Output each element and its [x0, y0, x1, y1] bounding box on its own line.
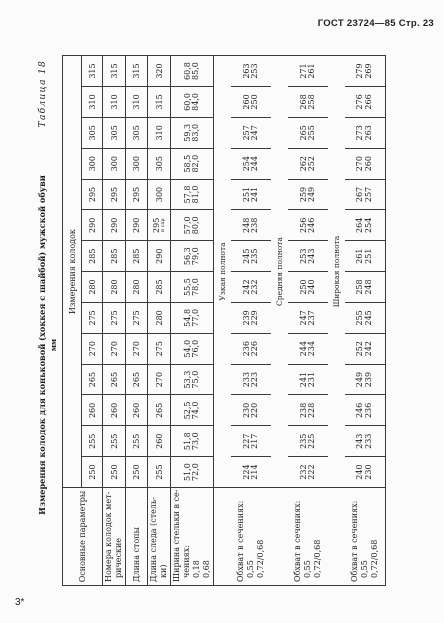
cell-value: 280 [154, 310, 164, 326]
row-label [288, 488, 328, 586]
size-header-cell: 250 [82, 457, 103, 488]
cell-value: 276 [355, 94, 365, 110]
cell-value: 234 [307, 341, 316, 357]
cell-value: 52,5 [182, 401, 192, 420]
cell-value: 320 [154, 63, 164, 79]
cell [171, 426, 214, 457]
row-label-line: чениях: [182, 545, 191, 578]
row-label-line: Обхват в сечениях: [349, 500, 359, 582]
cell-value: 295 [152, 217, 161, 233]
cell-value: 230 [363, 464, 373, 480]
cell-value: 235 [298, 433, 308, 449]
cell-value: 262 [298, 156, 308, 172]
row-label [231, 488, 271, 586]
cell [171, 56, 214, 87]
cell-value: 246 [355, 402, 365, 419]
cell [171, 148, 214, 179]
row-label-line: 0,55 [246, 560, 255, 578]
cell-note: и сар [160, 218, 166, 233]
cell-value: 245 [241, 248, 251, 264]
cell-value: 224 [241, 464, 251, 480]
cell-value: 265 [154, 402, 164, 419]
cell [288, 148, 328, 179]
cell [345, 395, 385, 426]
cell [288, 364, 328, 395]
cell [345, 272, 385, 303]
cell: 310 [126, 87, 148, 118]
cell: 285 [103, 241, 126, 272]
cell [231, 56, 271, 87]
size-header-cell: 280 [82, 272, 103, 303]
cell-value: 270 [154, 371, 164, 388]
cell [231, 87, 271, 118]
cell-value: 79,0 [191, 247, 200, 266]
group-row [214, 56, 232, 586]
cell [345, 56, 385, 87]
cell-value: 259 [298, 186, 308, 203]
cell [148, 272, 171, 303]
row-label-line: ки) [159, 564, 168, 578]
group-row [271, 56, 288, 586]
cell-value: 85,0 [191, 62, 200, 80]
cell-value: 255 [355, 310, 365, 326]
cell-value: 248 [241, 217, 251, 233]
row-label-line: 0,72/0,68 [256, 539, 265, 578]
cell-value: 227 [241, 433, 251, 449]
cell-value: 270 [355, 156, 365, 172]
cell-value: 247 [250, 125, 259, 141]
cell: 265 [126, 364, 148, 395]
cell: 260 [103, 395, 126, 426]
cell-value: 80,0 [191, 216, 200, 235]
cell: 300 [126, 148, 148, 179]
row-label-line: 0,72/0,68 [313, 539, 322, 578]
cell-value: 265 [298, 125, 308, 141]
cell [288, 333, 328, 364]
cell: 290 [103, 210, 126, 241]
cell [345, 302, 385, 333]
cell-value: 240 [355, 464, 365, 480]
cell-value: 81,0 [191, 185, 200, 204]
cell-value: 236 [241, 341, 251, 357]
cell-value: 253 [250, 63, 259, 79]
group-spacer [214, 488, 232, 586]
cell: 290 [126, 210, 148, 241]
cell [231, 457, 271, 488]
cell [231, 148, 271, 179]
table-number: Таблица 18 [38, 60, 48, 128]
caption-text: Измерения колодок для коньковой (хоккея с шайбой) мужской обуви [37, 175, 47, 515]
cell-value: 236 [363, 402, 373, 419]
cell-value: 223 [250, 371, 259, 388]
cell [231, 117, 271, 148]
cell-value: 240 [307, 279, 316, 295]
cell: 305 [103, 117, 126, 148]
cell-value: 261 [307, 63, 316, 79]
cell-value: 229 [250, 310, 259, 326]
row-label-line: рические [114, 537, 123, 578]
cell-value: 53,3 [182, 370, 192, 389]
cell-value: 246 [307, 217, 316, 233]
cell [345, 364, 385, 395]
cell-value: 233 [241, 371, 251, 388]
cell [148, 333, 171, 364]
cell [231, 272, 271, 303]
row-insole-width [171, 56, 214, 586]
cell-value: 252 [307, 156, 316, 172]
cell [345, 333, 385, 364]
cell-value: 247 [298, 310, 308, 326]
cell-value: 220 [250, 402, 259, 419]
cell [231, 179, 271, 210]
cell-value: 266 [363, 94, 373, 110]
cell-value: 54,8 [182, 308, 192, 327]
cell [171, 87, 214, 118]
cell: 270 [103, 333, 126, 364]
cell [231, 302, 271, 333]
cell: 295 [126, 179, 148, 210]
cell-value: 241 [250, 186, 259, 203]
cell-value: 305 [154, 156, 164, 172]
cell [171, 272, 214, 303]
cell-value: 232 [250, 279, 259, 295]
cell-value: 251 [363, 248, 373, 264]
cell [288, 302, 328, 333]
cell-value: 261 [355, 248, 365, 264]
cell-value: 242 [363, 341, 373, 357]
cell-value: 257 [241, 125, 251, 141]
cell [171, 117, 214, 148]
cell-value: 238 [298, 402, 308, 419]
row-label-line: 0,55 [359, 560, 369, 578]
cell-value: 51,8 [182, 432, 192, 451]
cell [148, 364, 171, 395]
cell-value: 249 [307, 186, 316, 203]
cell-value: 258 [355, 279, 365, 295]
cell: 295 [103, 179, 126, 210]
cell: 275 [103, 302, 126, 333]
group-name: Широкая полнота [328, 56, 345, 488]
row-label-line: Длина следа (стель- [149, 497, 158, 582]
size-header-cell: 270 [82, 333, 103, 364]
cell-value: 83,0 [191, 123, 200, 142]
cell: 315 [126, 56, 148, 87]
cell-value: 250 [250, 94, 259, 110]
cell-value: 273 [355, 125, 365, 141]
cell-value: 315 [154, 94, 164, 110]
cell-value: 244 [298, 341, 308, 357]
cell [171, 210, 214, 241]
size-header-cell: 315 [82, 56, 103, 87]
cell [171, 302, 214, 333]
cell [171, 364, 214, 395]
cell-value: 57,8 [182, 185, 192, 204]
size-header-cell: 260 [82, 395, 103, 426]
cell [148, 426, 171, 457]
row-girth [345, 56, 385, 586]
cell-value: 228 [307, 402, 316, 419]
cell: 315 [103, 56, 126, 87]
cell [171, 457, 214, 488]
cell-value: 257 [363, 186, 373, 203]
size-header-cell: 265 [82, 364, 103, 395]
cell [148, 56, 171, 87]
cell-value: 254 [363, 217, 373, 233]
row-label-line: Обхват в сечениях: [293, 500, 302, 582]
cell-value: 275 [154, 341, 164, 357]
cell-value: 255 [154, 464, 164, 480]
caption-units: мм [49, 338, 58, 352]
row-label [171, 488, 214, 586]
cell-value: 271 [298, 63, 308, 79]
group-row [328, 56, 345, 586]
cell-value: 59,3 [182, 123, 192, 142]
cell-value: 251 [241, 186, 251, 203]
cell-value: 256 [298, 217, 308, 233]
cell [288, 426, 328, 457]
cell-value: 76,0 [191, 339, 200, 358]
cell [148, 302, 171, 333]
cell [288, 210, 328, 241]
cell [231, 210, 271, 241]
cell-value: 300 [154, 186, 164, 203]
cell: 280 [103, 272, 126, 303]
cell [231, 364, 271, 395]
size-header-cell: 275 [82, 302, 103, 333]
cell [148, 87, 171, 118]
cell-value: 250 [298, 279, 308, 295]
group-spacer [271, 488, 288, 586]
cell [231, 333, 271, 364]
param-header: Основные параметры [63, 488, 103, 586]
cell-value: 260 [363, 156, 373, 172]
cell-value: 290 [154, 248, 164, 264]
cell-value: 73,0 [191, 432, 200, 451]
cell-value: 55,5 [182, 278, 192, 296]
row-label-line: 0,55 [303, 560, 312, 578]
cell: 270 [126, 333, 148, 364]
cell: 255 [126, 426, 148, 457]
cell-value: 268 [298, 94, 308, 110]
cell-value: 238 [250, 217, 259, 233]
cell-value: 226 [250, 341, 259, 357]
cell [171, 333, 214, 364]
cell [345, 179, 385, 210]
cell-value: 60,8 [182, 62, 192, 80]
cell: 305 [126, 117, 148, 148]
size-header-cell: 305 [82, 117, 103, 148]
cell: 285 [126, 241, 148, 272]
row-label-line: Длина стопы [131, 527, 141, 582]
cell-value: 269 [363, 63, 373, 79]
size-header-cell: 295 [82, 179, 103, 210]
cell [288, 87, 328, 118]
cell [288, 56, 328, 87]
cell-value: 75,0 [191, 370, 200, 389]
cell-value: 267 [355, 186, 365, 203]
cell [148, 117, 171, 148]
cell [288, 457, 328, 488]
group-header: Измерения колодок [63, 56, 82, 488]
cell [148, 241, 171, 272]
cell-value: 254 [241, 156, 251, 172]
cell-value: 241 [298, 371, 308, 388]
size-header-cell: 310 [82, 87, 103, 118]
cell [148, 148, 171, 179]
cell-value: 260 [154, 433, 164, 449]
cell-value: 231 [307, 371, 316, 388]
cell-value: 310 [154, 125, 164, 141]
cell [345, 117, 385, 148]
cell [345, 210, 385, 241]
group-name: Узкая полнота [214, 56, 232, 488]
cell-value: 84,0 [191, 93, 200, 111]
rotated-table-block [32, 46, 412, 586]
cell-value: 245 [363, 310, 373, 326]
cell [345, 426, 385, 457]
cell-value: 242 [241, 279, 251, 295]
cell-value: 77,0 [191, 308, 200, 327]
cell-value: 214 [250, 464, 259, 480]
cell-value: 249 [355, 371, 365, 388]
cell-value: 244 [250, 156, 259, 172]
cell-value: 54,0 [182, 339, 192, 358]
row-label [148, 488, 171, 586]
cell-value: 253 [298, 248, 308, 264]
cell: 260 [126, 395, 148, 426]
cell: 250 [126, 457, 148, 488]
cell-value: 255 [307, 125, 316, 141]
size-header-cell: 290 [82, 210, 103, 241]
row-girth [231, 56, 271, 586]
cell-value: 260 [241, 94, 251, 110]
row-label [126, 488, 148, 586]
cell-value: 243 [307, 248, 316, 264]
cell-value: 239 [363, 371, 373, 388]
cell [288, 117, 328, 148]
size-header-cell: 300 [82, 148, 103, 179]
cell [231, 241, 271, 272]
cell-value: 232 [298, 464, 308, 480]
cell-value: 57,0 [182, 216, 192, 235]
cell [148, 179, 171, 210]
cell [148, 210, 171, 241]
cell-value: 56,3 [182, 247, 192, 266]
cell-value: 51,0 [182, 463, 192, 481]
cell-value: 60,0 [182, 93, 192, 111]
cell-value: 233 [363, 433, 373, 449]
table-caption [36, 104, 60, 586]
size-header-cell: 255 [82, 426, 103, 457]
row-label-line: Номера колодок мет- [104, 491, 113, 582]
cell [288, 241, 328, 272]
cell [345, 457, 385, 488]
cell-value: 78,0 [191, 278, 200, 296]
cell-value: 225 [307, 433, 316, 449]
page-header: ГОСТ 23724—85 Стр. 23 [317, 18, 434, 29]
row-label-line: 0,68 [202, 560, 211, 578]
cell-value: 82,0 [191, 154, 200, 173]
cell-value: 248 [363, 279, 373, 295]
cell: 255 [103, 426, 126, 457]
size-header-cell: 285 [82, 241, 103, 272]
cell-value: 74,0 [191, 401, 200, 420]
cell [231, 395, 271, 426]
row-label-line: 0,18 [192, 560, 201, 578]
row-girth [288, 56, 328, 586]
cell-value: 258 [307, 94, 316, 110]
cell [288, 179, 328, 210]
cell [345, 87, 385, 118]
cell [231, 426, 271, 457]
cell-value: 264 [355, 217, 365, 233]
page-mark: 3* [15, 597, 25, 608]
cell [171, 395, 214, 426]
row-last-numbers [103, 56, 126, 586]
cell [288, 272, 328, 303]
cell: 310 [103, 87, 126, 118]
cell-value: 217 [250, 433, 259, 449]
cell [171, 241, 214, 272]
cell [345, 241, 385, 272]
cell [148, 457, 171, 488]
cell-value: 235 [250, 248, 259, 264]
row-track-length [148, 56, 171, 586]
cell [288, 395, 328, 426]
cell-value: 222 [307, 464, 316, 480]
cell-value: 58,5 [182, 154, 192, 173]
cell-value: 252 [355, 341, 365, 357]
cell: 250 [103, 457, 126, 488]
cell [345, 148, 385, 179]
row-foot-length [126, 56, 148, 586]
cell-value: 263 [363, 125, 373, 141]
cell: 300 [103, 148, 126, 179]
cell-value: 237 [307, 310, 316, 326]
cell-value: 230 [241, 402, 251, 419]
group-name: Средняя полнота [271, 56, 288, 488]
cell-value: 239 [241, 310, 251, 326]
measurements-table [62, 55, 386, 586]
cell: 280 [126, 272, 148, 303]
cell-value: 279 [355, 63, 365, 79]
group-spacer [328, 488, 345, 586]
cell-value: 285 [154, 279, 164, 295]
row-label-line: Обхват в сечениях: [236, 500, 245, 582]
row-label-line: Ширина стельки в се- [172, 489, 181, 582]
row-label [103, 488, 126, 586]
cell [148, 395, 171, 426]
cell: 265 [103, 364, 126, 395]
cell: 275 [126, 302, 148, 333]
row-label [345, 488, 385, 586]
row-label-line: 0,72/0,68 [369, 539, 379, 578]
cell [171, 179, 214, 210]
cell-value: 243 [355, 433, 365, 449]
cell-value: 72,0 [191, 463, 200, 481]
cell-value: 263 [241, 63, 251, 79]
